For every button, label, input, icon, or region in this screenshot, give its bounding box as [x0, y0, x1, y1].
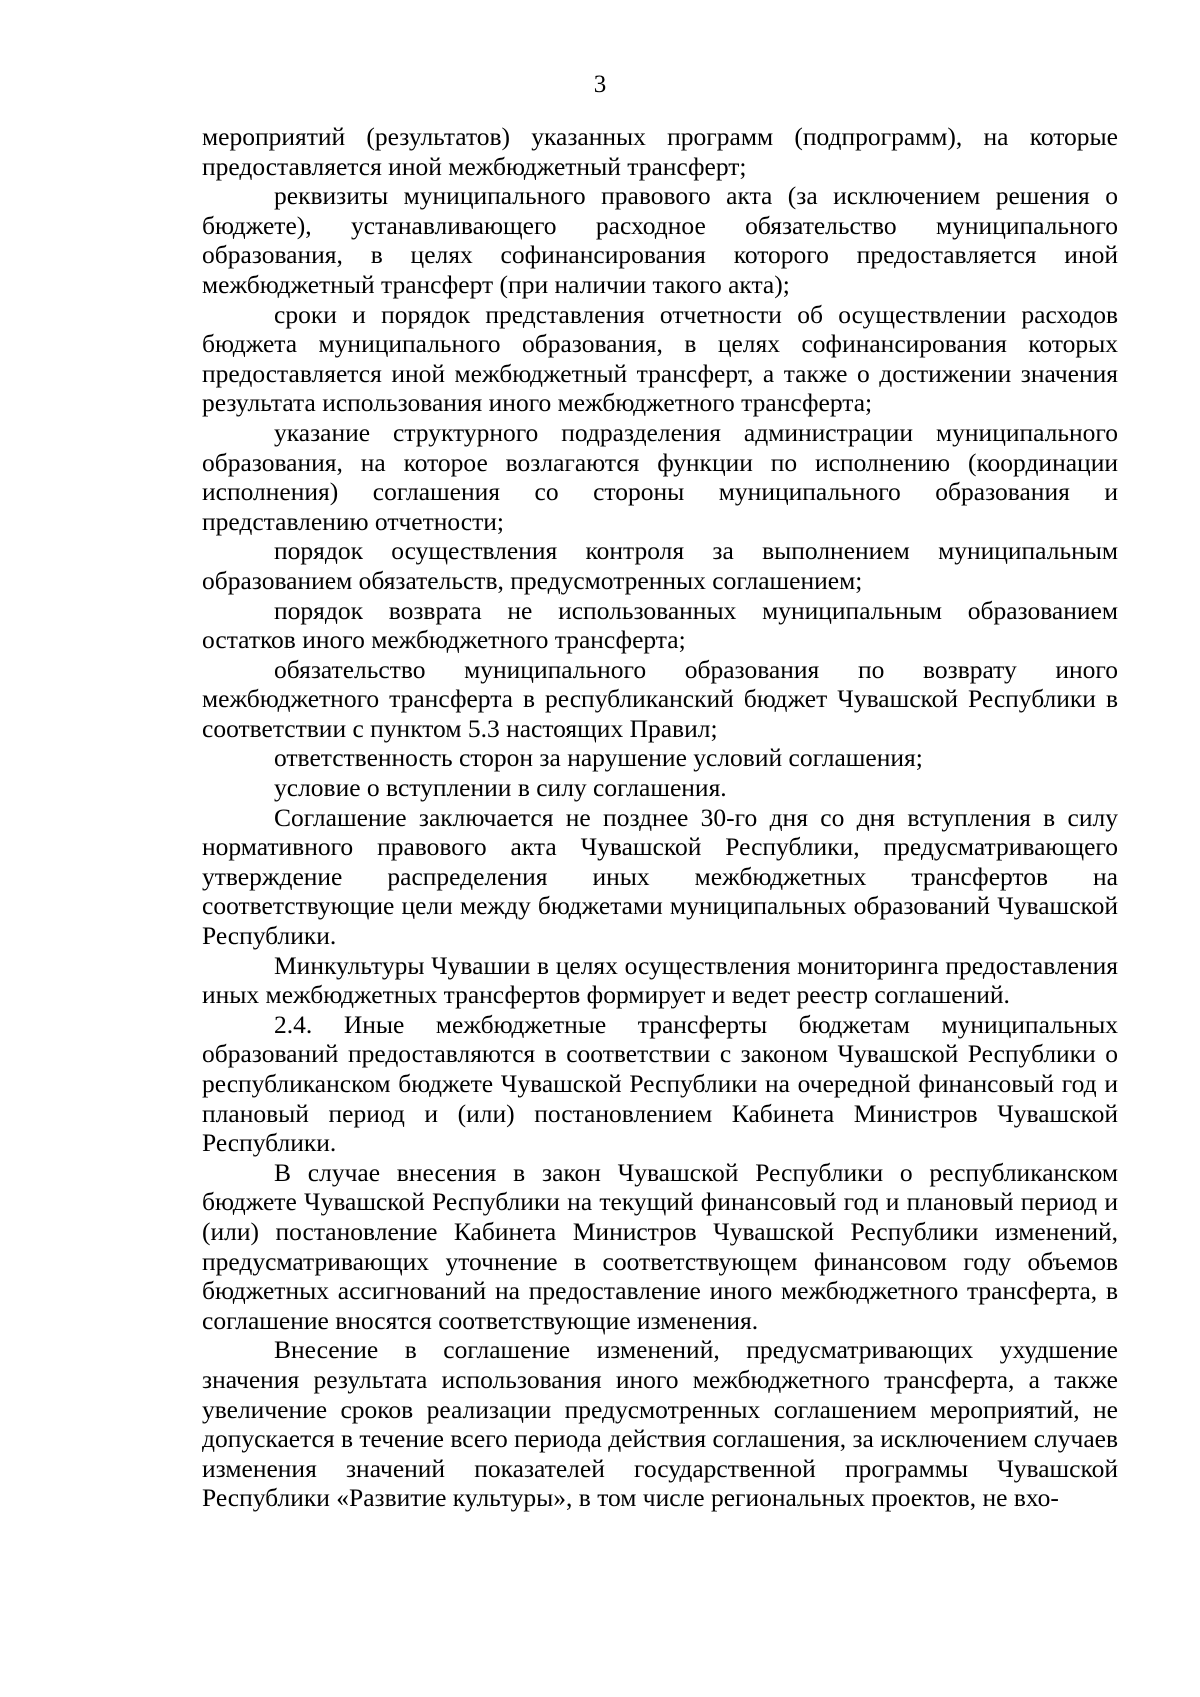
- paragraph-9: условие о вступлении в силу соглашения.: [274, 773, 727, 803]
- paragraph-5: порядок осуществления контроля за выполнением муниципальным образованием обязательств, предусмотренных соглашением;: [202, 536, 1118, 595]
- paragraph-1: мероприятий (результатов) указанных программ (подпрограмм), на которые предоставляется иной межбюджетный трансферт;: [202, 122, 1118, 181]
- paragraph-12: 2.4. Иные межбюджетные трансферты бюджетам муниципальных образований предоставляются в соответствии с законом Чувашской Республики о республиканском бюджете Чувашской Республики на очередной финансовый год и плановый период и (или) постановлением Кабинета Министров Чувашской Республики.: [202, 1009, 1118, 1158]
- paragraph-8: ответственность сторон за нарушение условий соглашения;: [274, 743, 923, 773]
- paragraph-11: Минкультуры Чувашии в целях осуществления мониторинга предоставления иных межбюджетных трансфертов формирует и ведет реестр соглашений.: [202, 950, 1118, 1010]
- paragraph-4: указание структурного подразделения администрации муниципального образования, на которое возлагаются функции по исполнению (координации исполнения) соглашения со стороны муниципального образования и представлению отчетности;: [202, 417, 1118, 536]
- document-body: [202, 122, 1118, 1513]
- page-number: 3: [593, 71, 607, 98]
- paragraph-13: В случае внесения в закон Чувашской Республики о республиканском бюджете Чувашской Республики на текущий финансовый год и плановый период и (или) постановление Кабинета Министров Чувашской Республики изменений, предусматривающих уточнение в соответствующем финансовом году объемов бюджетных ассигнований на предоставление иного межбюджетного трансферта, в соглашение вносятся соответствующие изменения.: [202, 1157, 1118, 1335]
- paragraph-7: обязательство муниципального образования по возврату иного межбюджетного трансферта в республиканский бюджет Чувашской Республики в соответствии с пунктом 5.3 настоящих Правил;: [202, 654, 1118, 743]
- paragraph-14: Внесение в соглашение изменений, предусматривающих ухудшение значения результата использования иного межбюджетного трансферта, а также увеличение сроков реализации предусмотренных соглашением мероприятий, не допускается в течение всего периода действия соглашения, за исключением случаев изменения значений показателей государственной программы Чувашской Республики «Развитие культуры», в том числе региональных проектов, не вхо-: [202, 1335, 1118, 1513]
- paragraph-10: Соглашение заключается не позднее 30-го дня со дня вступления в силу нормативного правового акта Чувашской Республики, предусматривающего утверждение распределения иных межбюджетных трансфертов на соответствующие цели между бюджетами муниципальных образований Чувашской Республики.: [202, 802, 1118, 951]
- paragraph-2: реквизиты муниципального правового акта (за исключением решения о бюджете), устанавливающего расходное обязательство муниципального образования, в целях софинансирования которого предоставляется иной межбюджетный трансферт (при наличии такого акта);: [202, 181, 1118, 299]
- paragraph-3: сроки и порядок представления отчетности об осуществлении расходов бюджета муниципального образования, в целях софинансирования которых предоставляется иной межбюджетный трансферт, а также о достижении значения результата использования иного межбюджетного трансферта;: [202, 299, 1118, 418]
- paragraph-6: порядок возврата не использованных муниципальным образованием остатков иного межбюджетного трансферта;: [202, 595, 1118, 655]
